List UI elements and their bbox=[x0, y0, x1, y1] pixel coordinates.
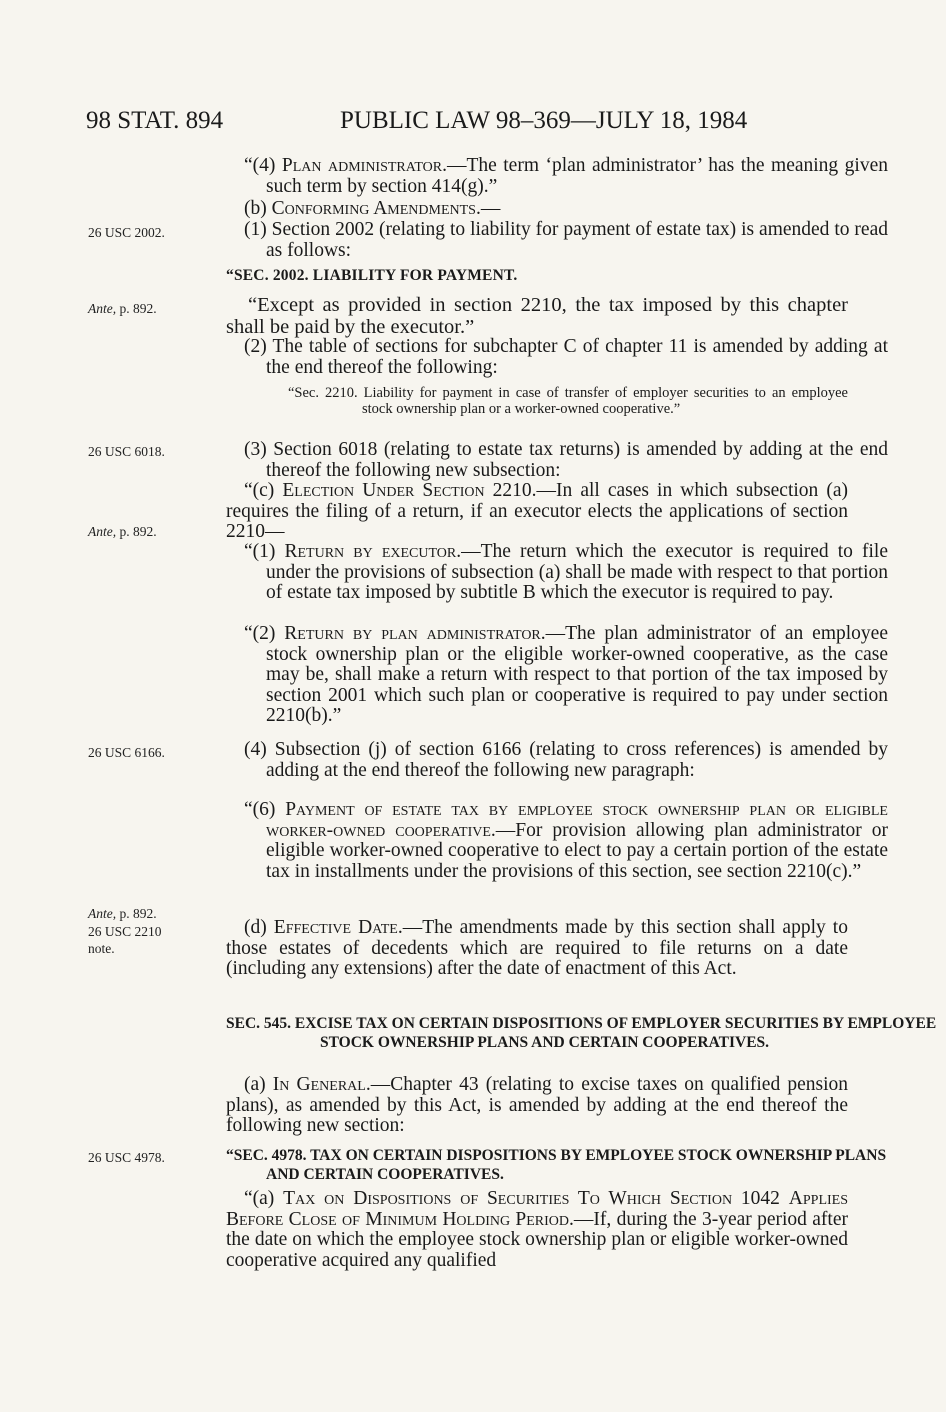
text-run: “(4) bbox=[244, 155, 282, 176]
section-heading-2002: “SEC. 2002. LIABILITY FOR PAYMENT. bbox=[226, 267, 518, 284]
text-run: .—The amendments made by this section shall apply to those estates of decedents which are required to file returns on a date (including any extensions) after the date of enactment of this Act. bbox=[226, 917, 848, 980]
page-number-header: 98 STAT. 894 bbox=[86, 107, 224, 134]
text-run: .— bbox=[475, 198, 501, 219]
text-run: .—The term ‘plan administrator’ has the meaning given such term by section 414(g).” bbox=[266, 155, 888, 197]
text-run: 2210.—In all cases in which subsection (a) requires the filing of a return, if an executor elects the applications of section 2210— bbox=[226, 480, 848, 543]
paragraph-conforming-amendments bbox=[226, 199, 848, 220]
text-run: (b) bbox=[244, 198, 272, 219]
text-run: .—The plan administrator of an employee stock ownership plan or the eligible worker-owned cooperative, as the case may be, shall make a return with respect to that portion of the tax imposed by section 2001 which such plan or cooperative is required to pay under section 2210(b).” bbox=[266, 623, 888, 727]
text-run: “(1) bbox=[244, 541, 285, 562]
paragraph-election-2210 bbox=[226, 481, 848, 543]
margin-note-ante-page: p. 892. bbox=[119, 906, 157, 921]
margin-note-usc-6166: 26 USC 6166. bbox=[88, 745, 165, 760]
law-title-header: PUBLIC LAW 98–369—JULY 18, 1984 bbox=[340, 107, 748, 134]
subheading: Conforming Amendments bbox=[271, 198, 476, 219]
text-run: .—Chapter 43 (relating to excise taxes on qualified pension plans), as amended by this Act, is amended by adding at the end thereof the following new section: bbox=[226, 1074, 848, 1137]
paragraph-except-provided: “Except as provided in section 2210, the tax imposed by this chapter shall be paid by the executor.” bbox=[226, 294, 848, 338]
subheading: In General bbox=[272, 1074, 366, 1095]
margin-note-ante-2 bbox=[88, 523, 157, 540]
subheading: Return by plan administrator bbox=[284, 623, 541, 644]
margin-note-ante-italic: Ante, bbox=[88, 906, 117, 921]
paragraph-tax-on-dispositions bbox=[226, 1189, 848, 1271]
text-run: “(2) bbox=[244, 623, 285, 644]
text-run: (d) bbox=[244, 917, 274, 938]
subheading: Effective Date bbox=[273, 917, 398, 938]
subheading: Return by executor bbox=[284, 541, 457, 562]
text-run: 1042 bbox=[732, 1188, 789, 1209]
margin-note-usc-6018: 26 USC 6018. bbox=[88, 444, 165, 459]
margin-note-ante-3 bbox=[88, 905, 157, 922]
subheading: Election Under Section bbox=[282, 480, 485, 501]
table-entry-sec-2210: “Sec. 2210. Liability for payment in case of transfer of employer securities to an employee stock ownership plan or a worker-owned cooperative.” bbox=[288, 385, 848, 417]
margin-note-usc-4978: 26 USC 4978. bbox=[88, 1150, 165, 1165]
text-run: “(c) bbox=[244, 480, 283, 501]
margin-note-ante-1 bbox=[88, 300, 157, 317]
paragraph-payment-of-estate-tax bbox=[226, 800, 888, 882]
paragraph-amend-2002: (1) Section 2002 (relating to liability for payment of estate tax) is amended to read as follows: bbox=[244, 219, 888, 261]
text-run: .—The return which the executor is required to file under the provisions of subsection (a) shall be made with respect to that portion of estate tax imposed by subtitle B which the executor is required to pay. bbox=[266, 541, 888, 604]
subheading: Plan administrator bbox=[281, 155, 443, 176]
subheading: Tax on Dispositions of Securities To Which Section bbox=[283, 1188, 733, 1209]
paragraph-return-by-executor bbox=[226, 542, 888, 604]
margin-note-ante-italic: Ante, bbox=[88, 301, 117, 316]
margin-note-note: note. bbox=[88, 941, 115, 956]
text-run: .—If, during the 3-year period after the date on which the employee stock ownership plan or eligible worker-owned cooperative acquired any qualified bbox=[226, 1208, 848, 1271]
margin-note-ante-italic: Ante, bbox=[88, 524, 117, 539]
subheading: Payment of estate tax by employee stock ownership plan or eligible worker-owned cooperative bbox=[266, 799, 888, 841]
text-run: .—For provision allowing plan administrator or eligible worker-owned cooperative to elect to pay a certain portion of the estate tax in installments under the provisions of this section, see section 2210(c).” bbox=[266, 819, 888, 882]
paragraph-effective-date bbox=[226, 918, 848, 980]
margin-note-usc-2002: 26 USC 2002. bbox=[88, 225, 165, 240]
text-run: (a) bbox=[244, 1074, 273, 1095]
section-heading-545: SEC. 545. EXCISE TAX ON CERTAIN DISPOSITIONS OF EMPLOYER SECURITIES BY EMPLOYEE STOCK OWNERSHIP PLANS AND CERTAIN COOPERATIVES. bbox=[226, 1015, 937, 1051]
text-run: “(6) bbox=[244, 799, 286, 820]
paragraph-plan-administrator bbox=[226, 156, 888, 197]
section-heading-4978: “SEC. 4978. TAX ON CERTAIN DISPOSITIONS BY EMPLOYEE STOCK OWNERSHIP PLANS AND CERTAIN COOPERATIVES. bbox=[226, 1147, 887, 1183]
margin-note-ante-page: p. 892. bbox=[119, 524, 157, 539]
paragraph-table-of-sections: (2) The table of sections for subchapter C of chapter 11 is amended by adding at the end thereof the following: bbox=[244, 336, 888, 378]
margin-note-ante-page: p. 892. bbox=[119, 301, 157, 316]
text-run: “(a) bbox=[244, 1188, 284, 1209]
paragraph-amend-6166: (4) Subsection (j) of section 6166 (relating to cross references) is amended by adding at the end thereof the following new paragraph: bbox=[244, 739, 888, 781]
paragraph-return-by-plan-administrator bbox=[226, 624, 888, 727]
subheading: Applies Before Close of Minimum Holding Period bbox=[226, 1188, 849, 1230]
margin-note-usc-2210: 26 USC 2210 bbox=[88, 924, 162, 939]
paragraph-amend-6018: (3) Section 6018 (relating to estate tax returns) is amended by adding at the end thereof the following new subsection: bbox=[244, 439, 888, 481]
paragraph-in-general bbox=[226, 1075, 848, 1137]
